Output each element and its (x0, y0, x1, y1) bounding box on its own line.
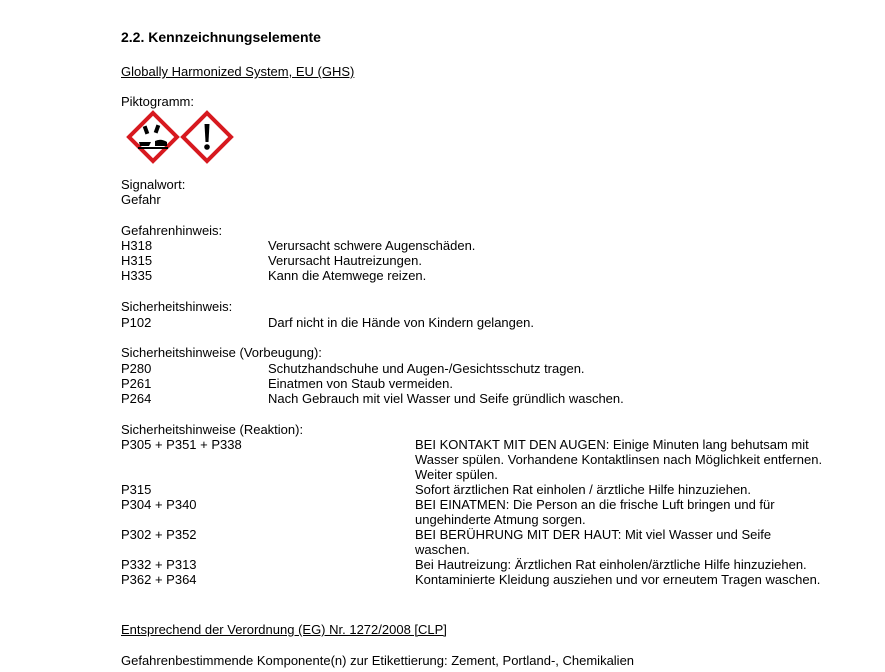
statement-code: P261 (121, 376, 152, 391)
reaction-label: Sicherheitshinweise (Reaktion): (121, 422, 304, 437)
hazard-label: Gefahrenhinweis: (121, 223, 223, 238)
prevention-label: Sicherheitshinweise (Vorbeugung): (121, 345, 322, 360)
statement-code: P332 + P313 (121, 557, 197, 572)
reaction-list (121, 437, 823, 587)
list-item (121, 437, 823, 482)
statement-code: P264 (121, 391, 152, 406)
statement-text: Nach Gebrauch mit viel Wasser und Seife gründlich waschen. (268, 391, 624, 406)
statement-code: P304 + P340 (121, 497, 197, 512)
statement-text: Schutzhandschuhe und Augen-/Gesichtsschutz tragen. (268, 361, 585, 376)
list-item (121, 527, 772, 557)
corrosion-icon (127, 111, 179, 163)
statement-code: P362 + P364 (121, 572, 197, 587)
safety-label: Sicherheitshinweis: (121, 299, 233, 314)
statement-text: Bei Hautreizung: Ärztlichen Rat einholen/ärztliche Hilfe hinzuziehen. (415, 557, 807, 572)
statement-text: Einatmen von Staub vermeiden. (268, 376, 453, 391)
statement-code: P315 (121, 482, 152, 497)
list-item (121, 497, 775, 527)
statement-code: H335 (121, 268, 153, 283)
statement-text: Sofort ärztlichen Rat einholen / ärztliche Hilfe hinzuziehen. (415, 482, 752, 497)
list-item (121, 572, 821, 587)
statement-code: P280 (121, 361, 152, 376)
statement-text: Kann die Atemwege reizen. (268, 268, 427, 283)
pictogram-group (127, 111, 233, 163)
statement-text: BEI BERÜHRUNG MIT DER HAUT: Mit viel Wasser und Seife waschen. (415, 527, 772, 557)
statement-text: Verursacht schwere Augenschäden. (268, 238, 476, 253)
statement-text: Verursacht Hautreizungen. (268, 253, 422, 268)
list-item (121, 482, 761, 497)
exclamation-mark-icon (181, 111, 233, 163)
ghs-heading: Globally Harmonized System, EU (GHS) (121, 64, 355, 79)
pictogram-label: Piktogramm: (121, 94, 194, 109)
list-item (121, 557, 807, 572)
statement-code: H315 (121, 253, 153, 268)
statement-text: BEI EINATMEN: Die Person an die frische Luft bringen und für ungehinderte Atmung sorgen. (415, 497, 775, 527)
statement-text: Darf nicht in die Hände von Kindern gelangen. (268, 315, 534, 330)
signal-word: Gefahr (121, 192, 161, 207)
statement-code: H318 (121, 238, 153, 253)
regulation-heading: Entsprechend der Verordnung (EG) Nr. 1272/2008 [CLP] (121, 622, 447, 637)
statement-text: BEI KONTAKT MIT DEN AUGEN: Einige Minuten lang behutsam mit Wasser spülen. Vorhandene Kontaktlinsen nach Möglichkeit entfernen. Weiter spülen. (415, 437, 823, 482)
statement-code: P302 + P352 (121, 527, 197, 542)
statement-text: Kontaminierte Kleidung ausziehen und vor erneutem Tragen waschen. (415, 572, 821, 587)
signal-word-label: Signalwort: (121, 177, 186, 192)
statement-code: P305 + P351 + P338 (121, 437, 242, 452)
statement-code: P102 (121, 315, 152, 330)
components-line: Gefahrenbestimmende Komponente(n) zur Etikettierung: Zement, Portland-, Chemikalien (121, 653, 635, 668)
section-title: 2.2. Kennzeichnungselemente (121, 29, 321, 45)
